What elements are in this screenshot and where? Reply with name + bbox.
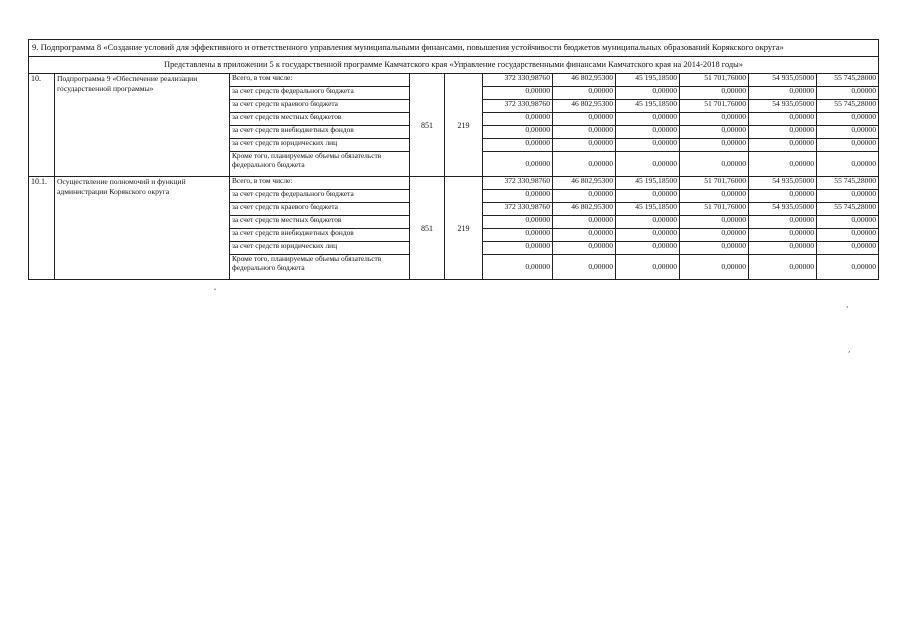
- amount-cell: 0,00000: [817, 190, 879, 203]
- scan-mark: ,: [848, 345, 851, 354]
- amount-cell: 0,00000: [616, 113, 680, 126]
- amount-cell: 0,00000: [817, 216, 879, 229]
- amount-cell: 0,00000: [749, 113, 817, 126]
- amount-cell: 0,00000: [817, 255, 879, 280]
- amount-cell: 0,00000: [749, 255, 817, 280]
- amount-cell: 0,00000: [817, 139, 879, 152]
- funding-source-label: за счет средств краевого бюджета: [230, 203, 410, 216]
- note-row: [29, 56, 879, 74]
- amount-cell: 0,00000: [749, 229, 817, 242]
- amount-cell: 0,00000: [817, 152, 879, 177]
- amount-cell: 46 802,95300: [553, 100, 616, 113]
- amount-cell: 0,00000: [680, 216, 749, 229]
- amount-cell: 0,00000: [483, 229, 553, 242]
- funding-source-label: Кроме того, планируемые объемы обязательств федерального бюджета: [230, 152, 410, 177]
- row-index: 10.: [29, 74, 55, 177]
- funding-source-label: за счет средств местных бюджетов: [230, 216, 410, 229]
- amount-cell: 0,00000: [616, 139, 680, 152]
- amount-cell: 55 745,28000: [817, 203, 879, 216]
- amount-cell: 0,00000: [553, 190, 616, 203]
- appendix-note: Представлены в приложении 5 к государственной программе Камчатского края «Управление государственными финансами Камчатского края на 2014-2018 годы»: [29, 56, 879, 74]
- amount-cell: 0,00000: [817, 126, 879, 139]
- amount-cell: 0,00000: [680, 229, 749, 242]
- row-index: 10.1.: [29, 177, 55, 280]
- amount-cell: 372 330,98760: [483, 74, 553, 87]
- funding-source-label: за счет средств местных бюджетов: [230, 113, 410, 126]
- amount-cell: 0,00000: [817, 113, 879, 126]
- amount-cell: 46 802,95300: [553, 177, 616, 190]
- amount-cell: 0,00000: [553, 216, 616, 229]
- amount-cell: 372 330,98760: [483, 100, 553, 113]
- amount-cell: 51 701,76000: [680, 177, 749, 190]
- amount-cell: 0,00000: [616, 87, 680, 100]
- amount-cell: 0,00000: [749, 139, 817, 152]
- funding-source-label: за счет средств федерального бюджета: [230, 87, 410, 100]
- budget-code-grbs: 851: [410, 74, 445, 177]
- amount-cell: 55 745,28000: [817, 74, 879, 87]
- amount-cell: 0,00000: [749, 87, 817, 100]
- amount-cell: 45 195,18500: [616, 177, 680, 190]
- amount-cell: 55 745,28000: [817, 100, 879, 113]
- scan-mark: ,: [846, 300, 849, 309]
- amount-cell: 0,00000: [483, 216, 553, 229]
- amount-cell: 0,00000: [553, 87, 616, 100]
- amount-cell: 0,00000: [749, 126, 817, 139]
- budget-code-grbs: 851: [410, 177, 445, 280]
- amount-cell: 45 195,18500: [616, 74, 680, 87]
- budget-code-section: 219: [445, 177, 483, 280]
- amount-cell: 45 195,18500: [616, 203, 680, 216]
- amount-cell: 54 935,05000: [749, 100, 817, 113]
- amount-cell: 55 745,28000: [817, 177, 879, 190]
- amount-cell: 0,00000: [749, 242, 817, 255]
- heading-row: [29, 40, 879, 57]
- amount-cell: 0,00000: [680, 190, 749, 203]
- amount-cell: 0,00000: [680, 152, 749, 177]
- amount-cell: 0,00000: [680, 113, 749, 126]
- amount-cell: 0,00000: [553, 113, 616, 126]
- amount-cell: 0,00000: [553, 255, 616, 280]
- amount-cell: 51 701,76000: [680, 74, 749, 87]
- amount-cell: 372 330,98760: [483, 203, 553, 216]
- program-title: Подпрограмма 9 «Обеспечение реализации государственной программы»: [55, 74, 230, 177]
- funding-source-label: за счет средств внебюджетных фондов: [230, 126, 410, 139]
- amount-cell: 51 701,76000: [680, 203, 749, 216]
- amount-cell: 0,00000: [483, 190, 553, 203]
- funding-source-label: за счет средств юридических лиц: [230, 242, 410, 255]
- funding-source-label: за счет средств юридических лиц: [230, 139, 410, 152]
- amount-cell: 0,00000: [817, 87, 879, 100]
- amount-cell: 0,00000: [680, 87, 749, 100]
- budget-code-section: 219: [445, 74, 483, 177]
- amount-cell: 0,00000: [483, 255, 553, 280]
- amount-cell: 0,00000: [680, 255, 749, 280]
- funding-source-label: за счет средств федерального бюджета: [230, 190, 410, 203]
- amount-cell: 0,00000: [817, 229, 879, 242]
- amount-cell: 0,00000: [616, 216, 680, 229]
- amount-cell: 0,00000: [553, 126, 616, 139]
- budget-table: [28, 39, 879, 280]
- amount-cell: 54 935,05000: [749, 177, 817, 190]
- amount-cell: 0,00000: [616, 255, 680, 280]
- amount-cell: 46 802,95300: [553, 74, 616, 87]
- funding-source-label: за счет средств краевого бюджета: [230, 100, 410, 113]
- funding-source-label: Кроме того, планируемые объемы обязательств федерального бюджета: [230, 255, 410, 280]
- amount-cell: 0,00000: [616, 229, 680, 242]
- table-row: [29, 177, 879, 190]
- amount-cell: 0,00000: [749, 216, 817, 229]
- amount-cell: 0,00000: [483, 139, 553, 152]
- amount-cell: 0,00000: [553, 229, 616, 242]
- amount-cell: 0,00000: [680, 126, 749, 139]
- subprogram-8-heading: 9. Подпрограмма 8 «Создание условий для эффективного и ответственного управления муниципальными финансами, повышения устойчивости бюджетов муниципальных образований Корякского округа»: [29, 40, 879, 57]
- scan-mark: ˇ: [213, 288, 217, 297]
- amount-cell: 54 935,05000: [749, 203, 817, 216]
- budget-document: [28, 39, 878, 280]
- amount-cell: 0,00000: [483, 152, 553, 177]
- amount-cell: 0,00000: [553, 139, 616, 152]
- amount-cell: 0,00000: [616, 152, 680, 177]
- table-row: [29, 74, 879, 87]
- amount-cell: 0,00000: [483, 126, 553, 139]
- funding-source-label: за счет средств внебюджетных фондов: [230, 229, 410, 242]
- amount-cell: 0,00000: [483, 87, 553, 100]
- amount-cell: 0,00000: [680, 242, 749, 255]
- amount-cell: 45 195,18500: [616, 100, 680, 113]
- amount-cell: 0,00000: [483, 242, 553, 255]
- amount-cell: 0,00000: [616, 126, 680, 139]
- program-title: Осуществление полномочий и функций администрации Корякского округа: [55, 177, 230, 280]
- amount-cell: 372 330,98760: [483, 177, 553, 190]
- amount-cell: 46 802,95300: [553, 203, 616, 216]
- amount-cell: 0,00000: [553, 152, 616, 177]
- amount-cell: 0,00000: [680, 139, 749, 152]
- amount-cell: 51 701,76000: [680, 100, 749, 113]
- amount-cell: 0,00000: [553, 242, 616, 255]
- funding-source-label: Всего, в том числе:: [230, 177, 410, 190]
- amount-cell: 0,00000: [749, 190, 817, 203]
- amount-cell: 0,00000: [616, 242, 680, 255]
- amount-cell: 0,00000: [483, 113, 553, 126]
- amount-cell: 0,00000: [817, 242, 879, 255]
- table-body: [29, 40, 879, 280]
- amount-cell: 0,00000: [749, 152, 817, 177]
- amount-cell: 0,00000: [616, 190, 680, 203]
- funding-source-label: Всего, в том числе:: [230, 74, 410, 87]
- amount-cell: 54 935,05000: [749, 74, 817, 87]
